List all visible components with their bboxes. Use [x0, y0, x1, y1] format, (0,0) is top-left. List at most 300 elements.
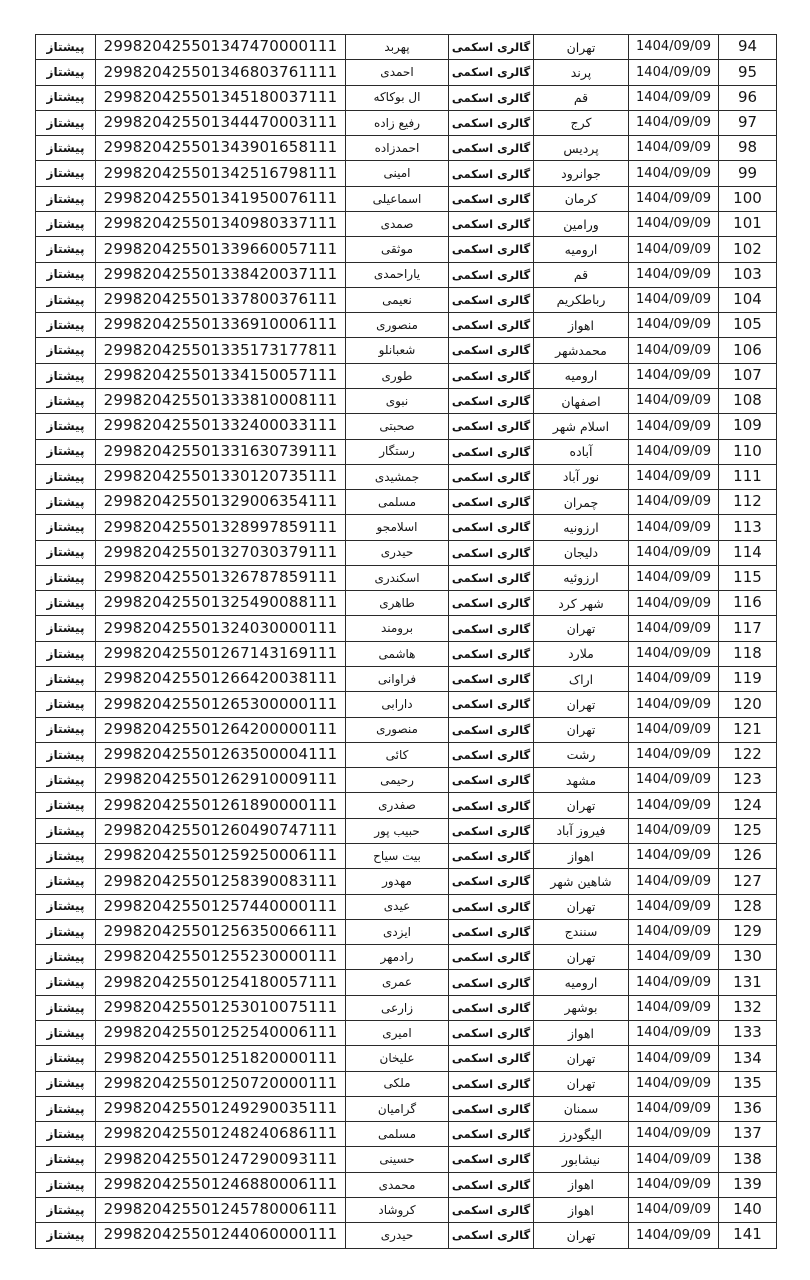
row-number-cell: 105	[719, 313, 777, 338]
row-number-cell: 124	[719, 793, 777, 818]
tracking-number-cell: 299820425501259250006111	[96, 844, 346, 869]
tracking-number-cell: 299820425501328997859111	[96, 515, 346, 540]
table-row	[36, 1096, 777, 1121]
service-type-cell: پیشتاز	[36, 35, 96, 60]
date-cell: 1404/09/09	[629, 919, 719, 944]
table-row	[36, 110, 777, 135]
recipient-name-cell: حسینی	[346, 1147, 449, 1172]
table-row	[36, 818, 777, 843]
tracking-number-cell: 299820425501256350066111	[96, 919, 346, 944]
table-row	[36, 540, 777, 565]
service-type-cell: پیشتاز	[36, 388, 96, 413]
date-cell: 1404/09/09	[629, 565, 719, 590]
tracking-number-cell: 299820425501263500004111	[96, 742, 346, 767]
recipient-name-cell: رفیع زاده	[346, 110, 449, 135]
tracking-number-cell: 299820425501261890000111	[96, 793, 346, 818]
table-row	[36, 945, 777, 970]
service-type-cell: پیشتاز	[36, 363, 96, 388]
table-row	[36, 793, 777, 818]
destination-city-cell: سنندج	[534, 919, 629, 944]
row-number-cell: 139	[719, 1172, 777, 1197]
row-number-cell: 137	[719, 1122, 777, 1147]
row-number-cell: 123	[719, 768, 777, 793]
date-cell: 1404/09/09	[629, 490, 719, 515]
recipient-name-cell: امیری	[346, 1020, 449, 1045]
date-cell: 1404/09/09	[629, 439, 719, 464]
destination-city-cell: ارزوئیه	[534, 565, 629, 590]
recipient-name-cell: اسلامجو	[346, 515, 449, 540]
table-row	[36, 844, 777, 869]
destination-city-cell: تهران	[534, 793, 629, 818]
recipient-name-cell: بیت سیاح	[346, 844, 449, 869]
service-type-cell: پیشتاز	[36, 565, 96, 590]
destination-city-cell: بوشهر	[534, 995, 629, 1020]
destination-city-cell: پردیس	[534, 136, 629, 161]
sender-cell: گالری اسکمی	[449, 667, 534, 692]
service-type-cell: پیشتاز	[36, 995, 96, 1020]
destination-city-cell: نور آباد	[534, 464, 629, 489]
sender-cell: گالری اسکمی	[449, 565, 534, 590]
tracking-number-cell: 299820425501342516798111	[96, 161, 346, 186]
destination-city-cell: الیگودرز	[534, 1122, 629, 1147]
recipient-name-cell: ملکی	[346, 1071, 449, 1096]
service-type-cell: پیشتاز	[36, 894, 96, 919]
destination-city-cell: محمدشهر	[534, 338, 629, 363]
destination-city-cell: تهران	[534, 945, 629, 970]
service-type-cell: پیشتاز	[36, 414, 96, 439]
recipient-name-cell: موثقی	[346, 237, 449, 262]
recipient-name-cell: حبیب پور	[346, 818, 449, 843]
tracking-number-cell: 299820425501332400033111	[96, 414, 346, 439]
tracking-number-cell: 299820425501267143169111	[96, 641, 346, 666]
recipient-name-cell: محمدی	[346, 1172, 449, 1197]
row-number-cell: 107	[719, 363, 777, 388]
destination-city-cell: اراک	[534, 667, 629, 692]
sender-cell: گالری اسکمی	[449, 464, 534, 489]
row-number-cell: 103	[719, 262, 777, 287]
sender-cell: گالری اسکمی	[449, 1197, 534, 1222]
sender-cell: گالری اسکمی	[449, 616, 534, 641]
destination-city-cell: قم	[534, 85, 629, 110]
sender-cell: گالری اسکمی	[449, 1096, 534, 1121]
sender-cell: گالری اسکمی	[449, 211, 534, 236]
destination-city-cell: قم	[534, 262, 629, 287]
row-number-cell: 122	[719, 742, 777, 767]
row-number-cell: 136	[719, 1096, 777, 1121]
row-number-cell: 126	[719, 844, 777, 869]
service-type-cell: پیشتاز	[36, 616, 96, 641]
date-cell: 1404/09/09	[629, 363, 719, 388]
tracking-number-cell: 299820425501254180057111	[96, 970, 346, 995]
tracking-number-cell: 299820425501344470003111	[96, 110, 346, 135]
service-type-cell: پیشتاز	[36, 1197, 96, 1222]
table-row	[36, 667, 777, 692]
row-number-cell: 132	[719, 995, 777, 1020]
date-cell: 1404/09/09	[629, 313, 719, 338]
service-type-cell: پیشتاز	[36, 262, 96, 287]
sender-cell: گالری اسکمی	[449, 136, 534, 161]
row-number-cell: 95	[719, 60, 777, 85]
date-cell: 1404/09/09	[629, 136, 719, 161]
tracking-number-cell: 299820425501247290093111	[96, 1147, 346, 1172]
recipient-name-cell: هاشمی	[346, 641, 449, 666]
tracking-number-cell: 299820425501339660057111	[96, 237, 346, 262]
destination-city-cell: اسلام شهر	[534, 414, 629, 439]
date-cell: 1404/09/09	[629, 211, 719, 236]
table-row	[36, 388, 777, 413]
date-cell: 1404/09/09	[629, 616, 719, 641]
tracking-number-cell: 299820425501327030379111	[96, 540, 346, 565]
sender-cell: گالری اسکمی	[449, 894, 534, 919]
recipient-name-cell: گرامیان	[346, 1096, 449, 1121]
date-cell: 1404/09/09	[629, 945, 719, 970]
sender-cell: گالری اسکمی	[449, 1071, 534, 1096]
destination-city-cell: کرمان	[534, 186, 629, 211]
service-type-cell: پیشتاز	[36, 1071, 96, 1096]
tracking-number-cell: 299820425501253010075111	[96, 995, 346, 1020]
table-row	[36, 414, 777, 439]
table-row	[36, 1122, 777, 1147]
tracking-number-cell: 299820425501347470000111	[96, 35, 346, 60]
table-row	[36, 717, 777, 742]
destination-city-cell: دلیجان	[534, 540, 629, 565]
recipient-name-cell: طوری	[346, 363, 449, 388]
service-type-cell: پیشتاز	[36, 439, 96, 464]
recipient-name-cell: عیدی	[346, 894, 449, 919]
row-number-cell: 135	[719, 1071, 777, 1096]
date-cell: 1404/09/09	[629, 388, 719, 413]
tracking-number-cell: 299820425501334150057111	[96, 363, 346, 388]
sender-cell: گالری اسکمی	[449, 363, 534, 388]
destination-city-cell: ارومیه	[534, 237, 629, 262]
tracking-number-cell: 299820425501335173177811	[96, 338, 346, 363]
recipient-name-cell: نعیمی	[346, 287, 449, 312]
service-type-cell: پیشتاز	[36, 515, 96, 540]
table-row	[36, 616, 777, 641]
destination-city-cell: شاهین شهر	[534, 869, 629, 894]
recipient-name-cell: صفدری	[346, 793, 449, 818]
row-number-cell: 108	[719, 388, 777, 413]
table-row	[36, 262, 777, 287]
date-cell: 1404/09/09	[629, 1197, 719, 1222]
table-row	[36, 641, 777, 666]
table-row	[36, 363, 777, 388]
row-number-cell: 131	[719, 970, 777, 995]
shipment-table	[35, 34, 777, 1249]
recipient-name-cell: مهدور	[346, 869, 449, 894]
row-number-cell: 112	[719, 490, 777, 515]
service-type-cell: پیشتاز	[36, 338, 96, 363]
row-number-cell: 125	[719, 818, 777, 843]
recipient-name-cell: اسماعیلی	[346, 186, 449, 211]
sender-cell: گالری اسکمی	[449, 692, 534, 717]
service-type-cell: پیشتاز	[36, 1046, 96, 1071]
recipient-name-cell: امینی	[346, 161, 449, 186]
tracking-number-cell: 299820425501343901658111	[96, 136, 346, 161]
table-row	[36, 490, 777, 515]
table-row	[36, 439, 777, 464]
sender-cell: گالری اسکمی	[449, 161, 534, 186]
sender-cell: گالری اسکمی	[449, 1172, 534, 1197]
service-type-cell: پیشتاز	[36, 211, 96, 236]
date-cell: 1404/09/09	[629, 287, 719, 312]
row-number-cell: 102	[719, 237, 777, 262]
sender-cell: گالری اسکمی	[449, 768, 534, 793]
row-number-cell: 100	[719, 186, 777, 211]
table-row	[36, 692, 777, 717]
destination-city-cell: رباطکریم	[534, 287, 629, 312]
recipient-name-cell: اسکندری	[346, 565, 449, 590]
destination-city-cell: تهران	[534, 616, 629, 641]
date-cell: 1404/09/09	[629, 869, 719, 894]
date-cell: 1404/09/09	[629, 186, 719, 211]
tracking-number-cell: 299820425501251820000111	[96, 1046, 346, 1071]
service-type-cell: پیشتاز	[36, 919, 96, 944]
service-type-cell: پیشتاز	[36, 1223, 96, 1248]
row-number-cell: 96	[719, 85, 777, 110]
recipient-name-cell: احمدزاده	[346, 136, 449, 161]
row-number-cell: 120	[719, 692, 777, 717]
date-cell: 1404/09/09	[629, 414, 719, 439]
recipient-name-cell: مسلمی	[346, 490, 449, 515]
table-row	[36, 894, 777, 919]
sender-cell: گالری اسکمی	[449, 1147, 534, 1172]
table-row	[36, 742, 777, 767]
sender-cell: گالری اسکمی	[449, 742, 534, 767]
service-type-cell: پیشتاز	[36, 540, 96, 565]
destination-city-cell: تهران	[534, 894, 629, 919]
row-number-cell: 127	[719, 869, 777, 894]
tracking-number-cell: 299820425501331630739111	[96, 439, 346, 464]
sender-cell: گالری اسکمی	[449, 1046, 534, 1071]
table-row	[36, 1046, 777, 1071]
tracking-number-cell: 299820425501252540006111	[96, 1020, 346, 1045]
row-number-cell: 97	[719, 110, 777, 135]
tracking-number-cell: 299820425501341950076111	[96, 186, 346, 211]
row-number-cell: 138	[719, 1147, 777, 1172]
shipment-table-body	[36, 35, 777, 1249]
sender-cell: گالری اسکمی	[449, 237, 534, 262]
tracking-number-cell: 299820425501338420037111	[96, 262, 346, 287]
tracking-number-cell: 299820425501257440000111	[96, 894, 346, 919]
sender-cell: گالری اسکمی	[449, 818, 534, 843]
tracking-number-cell: 299820425501329006354111	[96, 490, 346, 515]
table-row	[36, 1223, 777, 1248]
date-cell: 1404/09/09	[629, 1071, 719, 1096]
recipient-name-cell: زارعی	[346, 995, 449, 1020]
row-number-cell: 119	[719, 667, 777, 692]
tracking-number-cell: 299820425501258390083111	[96, 869, 346, 894]
service-type-cell: پیشتاز	[36, 85, 96, 110]
date-cell: 1404/09/09	[629, 1020, 719, 1045]
table-row	[36, 1020, 777, 1045]
destination-city-cell: ارزونیه	[534, 515, 629, 540]
sender-cell: گالری اسکمی	[449, 540, 534, 565]
recipient-name-cell: طاهری	[346, 591, 449, 616]
service-type-cell: پیشتاز	[36, 237, 96, 262]
destination-city-cell: تهران	[534, 692, 629, 717]
destination-city-cell: فیروز آباد	[534, 818, 629, 843]
date-cell: 1404/09/09	[629, 742, 719, 767]
tracking-number-cell: 299820425501248240686111	[96, 1122, 346, 1147]
row-number-cell: 114	[719, 540, 777, 565]
date-cell: 1404/09/09	[629, 1122, 719, 1147]
recipient-name-cell: علیخان	[346, 1046, 449, 1071]
service-type-cell: پیشتاز	[36, 1096, 96, 1121]
sender-cell: گالری اسکمی	[449, 313, 534, 338]
row-number-cell: 111	[719, 464, 777, 489]
service-type-cell: پیشتاز	[36, 717, 96, 742]
recipient-name-cell: عمری	[346, 970, 449, 995]
date-cell: 1404/09/09	[629, 338, 719, 363]
sender-cell: گالری اسکمی	[449, 717, 534, 742]
sender-cell: گالری اسکمی	[449, 85, 534, 110]
tracking-number-cell: 299820425501246880006111	[96, 1172, 346, 1197]
date-cell: 1404/09/09	[629, 1046, 719, 1071]
service-type-cell: پیشتاز	[36, 1122, 96, 1147]
sender-cell: گالری اسکمی	[449, 515, 534, 540]
destination-city-cell: رشت	[534, 742, 629, 767]
table-row	[36, 136, 777, 161]
table-row	[36, 1071, 777, 1096]
row-number-cell: 98	[719, 136, 777, 161]
destination-city-cell: کرج	[534, 110, 629, 135]
table-row	[36, 35, 777, 60]
service-type-cell: پیشتاز	[36, 287, 96, 312]
table-row	[36, 186, 777, 211]
date-cell: 1404/09/09	[629, 262, 719, 287]
destination-city-cell: ورامین	[534, 211, 629, 236]
service-type-cell: پیشتاز	[36, 641, 96, 666]
recipient-name-cell: حیدری	[346, 540, 449, 565]
row-number-cell: 109	[719, 414, 777, 439]
service-type-cell: پیشتاز	[36, 945, 96, 970]
table-row	[36, 970, 777, 995]
tracking-number-cell: 299820425501330120735111	[96, 464, 346, 489]
recipient-name-cell: دارابی	[346, 692, 449, 717]
date-cell: 1404/09/09	[629, 667, 719, 692]
date-cell: 1404/09/09	[629, 692, 719, 717]
service-type-cell: پیشتاز	[36, 490, 96, 515]
recipient-name-cell: صحبتی	[346, 414, 449, 439]
service-type-cell: پیشتاز	[36, 591, 96, 616]
service-type-cell: پیشتاز	[36, 1172, 96, 1197]
sender-cell: گالری اسکمی	[449, 490, 534, 515]
table-row	[36, 591, 777, 616]
row-number-cell: 141	[719, 1223, 777, 1248]
recipient-name-cell: احمدی	[346, 60, 449, 85]
date-cell: 1404/09/09	[629, 1172, 719, 1197]
date-cell: 1404/09/09	[629, 970, 719, 995]
destination-city-cell: پرند	[534, 60, 629, 85]
table-row	[36, 211, 777, 236]
tracking-number-cell: 299820425501325490088111	[96, 591, 346, 616]
destination-city-cell: اهواز	[534, 1020, 629, 1045]
tracking-number-cell: 299820425501326787859111	[96, 565, 346, 590]
destination-city-cell: سمنان	[534, 1096, 629, 1121]
row-number-cell: 115	[719, 565, 777, 590]
sender-cell: گالری اسکمی	[449, 388, 534, 413]
recipient-name-cell: رادمهر	[346, 945, 449, 970]
destination-city-cell: اهواز	[534, 313, 629, 338]
table-row	[36, 515, 777, 540]
destination-city-cell: شهر کرد	[534, 591, 629, 616]
recipient-name-cell: پهربد	[346, 35, 449, 60]
sender-cell: گالری اسکمی	[449, 970, 534, 995]
date-cell: 1404/09/09	[629, 793, 719, 818]
service-type-cell: پیشتاز	[36, 818, 96, 843]
destination-city-cell: ارومیه	[534, 970, 629, 995]
row-number-cell: 99	[719, 161, 777, 186]
service-type-cell: پیشتاز	[36, 161, 96, 186]
row-number-cell: 118	[719, 641, 777, 666]
recipient-name-cell: برومند	[346, 616, 449, 641]
sender-cell: گالری اسکمی	[449, 919, 534, 944]
destination-city-cell: تهران	[534, 1071, 629, 1096]
destination-city-cell: جوانرود	[534, 161, 629, 186]
tracking-number-cell: 299820425501264200000111	[96, 717, 346, 742]
date-cell: 1404/09/09	[629, 515, 719, 540]
service-type-cell: پیشتاز	[36, 667, 96, 692]
table-row	[36, 85, 777, 110]
service-type-cell: پیشتاز	[36, 60, 96, 85]
date-cell: 1404/09/09	[629, 717, 719, 742]
row-number-cell: 104	[719, 287, 777, 312]
recipient-name-cell: رحیمی	[346, 768, 449, 793]
sender-cell: گالری اسکمی	[449, 287, 534, 312]
recipient-name-cell: منصوری	[346, 313, 449, 338]
destination-city-cell: آباده	[534, 439, 629, 464]
service-type-cell: پیشتاز	[36, 742, 96, 767]
table-row	[36, 237, 777, 262]
tracking-number-cell: 299820425501250720000111	[96, 1071, 346, 1096]
date-cell: 1404/09/09	[629, 1147, 719, 1172]
sender-cell: گالری اسکمی	[449, 262, 534, 287]
destination-city-cell: تهران	[534, 35, 629, 60]
row-number-cell: 133	[719, 1020, 777, 1045]
table-row	[36, 287, 777, 312]
service-type-cell: پیشتاز	[36, 186, 96, 211]
row-number-cell: 117	[719, 616, 777, 641]
recipient-name-cell: یاراحمدی	[346, 262, 449, 287]
recipient-name-cell: کروشاد	[346, 1197, 449, 1222]
table-row	[36, 313, 777, 338]
date-cell: 1404/09/09	[629, 591, 719, 616]
table-row	[36, 60, 777, 85]
sender-cell: گالری اسکمی	[449, 60, 534, 85]
sender-cell: گالری اسکمی	[449, 35, 534, 60]
recipient-name-cell: شعبانلو	[346, 338, 449, 363]
tracking-number-cell: 299820425501244060000111	[96, 1223, 346, 1248]
tracking-number-cell: 299820425501324030000111	[96, 616, 346, 641]
table-row	[36, 995, 777, 1020]
sender-cell: گالری اسکمی	[449, 414, 534, 439]
sender-cell: گالری اسکمی	[449, 793, 534, 818]
recipient-name-cell: حیدری	[346, 1223, 449, 1248]
date-cell: 1404/09/09	[629, 995, 719, 1020]
sender-cell: گالری اسکمی	[449, 869, 534, 894]
table-row	[36, 565, 777, 590]
recipient-name-cell: منصوری	[346, 717, 449, 742]
row-number-cell: 130	[719, 945, 777, 970]
table-row	[36, 1197, 777, 1222]
tracking-number-cell: 299820425501266420038111	[96, 667, 346, 692]
service-type-cell: پیشتاز	[36, 793, 96, 818]
date-cell: 1404/09/09	[629, 35, 719, 60]
destination-city-cell: چمران	[534, 490, 629, 515]
sender-cell: گالری اسکمی	[449, 110, 534, 135]
destination-city-cell: ارومیه	[534, 363, 629, 388]
